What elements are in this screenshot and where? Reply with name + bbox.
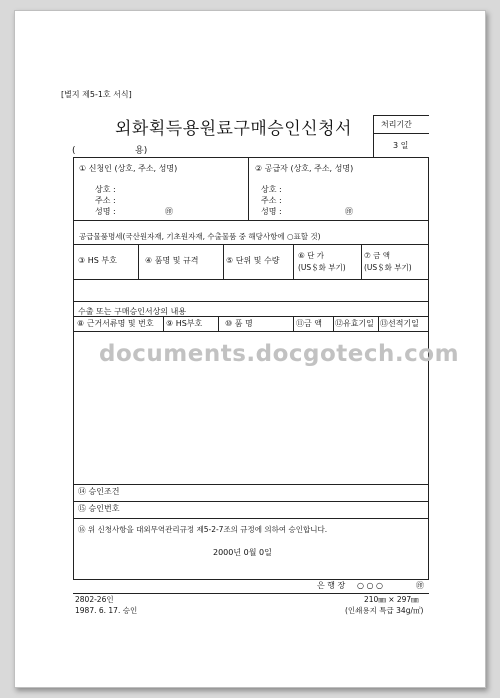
footer-paper-spec: (인쇄용지 특급 34g/㎡) xyxy=(345,606,424,615)
export-hs-header: ⑨ HS부호 xyxy=(166,319,203,328)
approval-statement: ⑯ 위 신청사항을 대외무역관리규정 제5-2-7조의 규정에 의하여 승인합니다. xyxy=(78,525,328,534)
export-validity-header: ⑫유효기일 xyxy=(335,319,374,328)
form-sheet xyxy=(15,11,485,687)
goods-hs-header: ③ HS 부호 xyxy=(78,256,117,265)
supplier-seal-icon: ㊞ xyxy=(345,207,353,216)
goods-amount-currency: (US＄화 부기) xyxy=(364,263,412,272)
purpose-paren-text: 용) xyxy=(135,146,148,156)
goods-amount-header: ⑦ 금 액 xyxy=(364,251,390,260)
footer-approval-date: 1987. 6. 17. 승인 xyxy=(75,606,138,615)
supplier-company: 상호 : xyxy=(261,185,282,194)
goods-section-title: 공급물품명세(국산원자재, 기초원자재, 수출물품 중 해당사항에 ○표할 것) xyxy=(79,232,321,241)
bank-manager-label: 은 행 장 xyxy=(317,581,346,590)
goods-price-currency: (US＄화 부기) xyxy=(298,263,346,272)
supplier-name: 성명 : xyxy=(261,207,282,216)
applicant-address: 주소 : xyxy=(95,196,116,205)
approval-number-label: ⑮ 승인번호 xyxy=(78,504,120,513)
applicant-label: ① 신청인 (상호, 주소, 성명) xyxy=(79,164,178,173)
approval-conditions-label: ⑭ 승인조건 xyxy=(78,487,120,496)
applicant-seal-icon: ㊞ xyxy=(165,207,173,216)
supplier-address: 주소 : xyxy=(261,196,282,205)
export-amount-header: ⑪금 액 xyxy=(296,319,322,328)
export-doc-header: ⑧ 근거서류명 및 번호 xyxy=(77,319,154,328)
goods-unit-header: ⑤ 단위 및 수량 xyxy=(226,256,280,265)
approval-date: 2000년 0월 0일 xyxy=(213,548,272,557)
bank-seal-icon: ㊞ xyxy=(416,581,424,590)
form-title: 외화획득용원료구매승인신청서 xyxy=(115,119,352,139)
document-frame xyxy=(14,10,486,688)
watermark: documents.docgotech.com xyxy=(99,341,460,367)
form-reference: [별지 제5-1호 서식] xyxy=(61,90,132,99)
applicant-company: 상호 : xyxy=(95,185,116,194)
export-item-header: ⑩ 품 명 xyxy=(225,319,253,328)
applicant-name: 성명 : xyxy=(95,207,116,216)
export-shipping-header: ⑬선적기일 xyxy=(380,319,419,328)
footer-paper-size: 210㎜ × 297㎜ xyxy=(364,595,419,604)
bank-manager-name-marks: ○ ○ ○ xyxy=(357,581,384,590)
goods-price-header: ⑥ 단 가 xyxy=(298,251,324,260)
purpose-paren-open: ( xyxy=(72,146,76,156)
footer-form-code: 2802-26인 xyxy=(75,595,114,604)
processing-period-value: 3 일 xyxy=(393,141,409,150)
goods-item-header: ④ 품명 및 규격 xyxy=(145,256,199,265)
supplier-label: ② 공급자 (상호, 주소, 성명) xyxy=(255,164,354,173)
export-section-title: 수출 또는 구매승인서상의 내용 xyxy=(78,307,187,316)
processing-period-label: 처리기간 xyxy=(381,120,412,129)
